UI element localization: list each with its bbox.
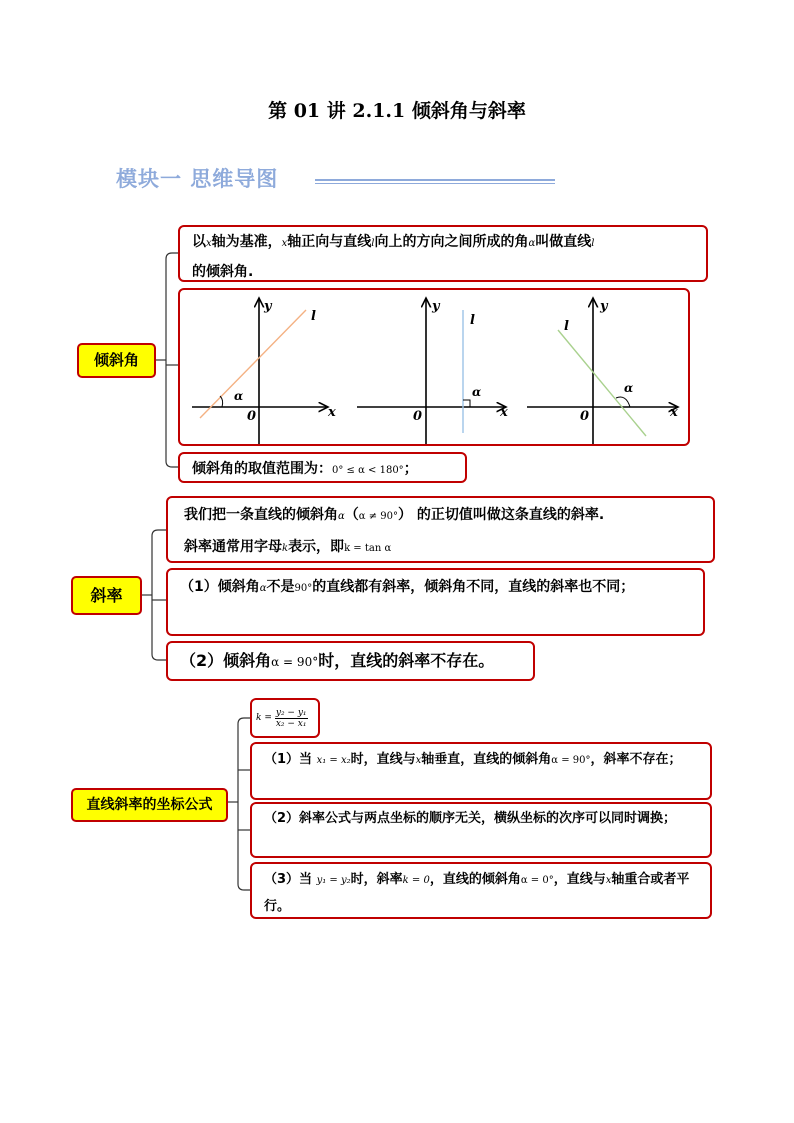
line-label: l — [564, 319, 569, 334]
module-heading: 模块一 思维导图 — [116, 167, 279, 191]
origin-label: 0 — [580, 409, 590, 424]
section-label-slope: 斜率 — [71, 576, 142, 615]
angle-label: α — [472, 385, 482, 399]
y-axis-label: y — [432, 299, 440, 314]
note-box-slope-1: （1）倾斜角α不是90°的直线都有斜率，倾斜角不同，直线的斜率也不同； — [166, 568, 705, 636]
graph-obtuse — [527, 298, 678, 444]
inclination-graphs — [180, 290, 688, 444]
section-label-coordinate-formula: 直线斜率的坐标公式 — [71, 788, 228, 822]
formula-box — [250, 698, 320, 738]
definition-box-slope: 我们把一条直线的倾斜角α（α ≠ 90°） 的正切值叫做这条直线的斜率. 斜率通常用字母k表示，即k = tan α — [166, 496, 715, 563]
formula-denominator: x₂ − x₁ — [275, 718, 307, 729]
section-label-inclination: 倾斜角 — [77, 343, 156, 378]
x-axis-label: x — [328, 405, 336, 420]
figure-box-inclination — [178, 288, 690, 446]
note-box-formula-1: （1）当 x₁ = x₂时，直线与x轴垂直，直线的倾斜角α = 90°，斜率不存在； — [250, 742, 712, 800]
x-axis-label: x — [670, 405, 678, 420]
formula-lhs: k = — [256, 713, 272, 723]
note-box-formula-2: （2）斜率公式与两点坐标的顺序无关，横纵坐标的次序可以同时调换； — [250, 802, 712, 858]
graph-right — [357, 298, 508, 444]
y-axis-label: y — [600, 299, 608, 314]
angle-label: α — [624, 381, 634, 395]
formula-numerator: y₂ − y₁ — [275, 707, 307, 718]
range-box-inclination: 倾斜角的取值范围为：0° ≤ α < 180°； — [178, 452, 467, 483]
line-label: l — [311, 309, 316, 324]
note-box-formula-3: （3）当 y₁ = y₂时，斜率k = 0，直线的倾斜角α = 0°，直线与x轴重合或者平行。 — [250, 862, 712, 919]
note-box-slope-2: （2）倾斜角α = 90°时，直线的斜率不存在。 — [166, 641, 535, 681]
line-label: l — [470, 313, 475, 328]
x-axis-label: x — [500, 405, 508, 420]
graph-acute — [192, 298, 336, 444]
y-axis-label: y — [264, 299, 272, 314]
angle-label: α — [234, 389, 244, 403]
origin-label: 0 — [247, 409, 257, 424]
definition-box-inclination: 以x轴为基准，x轴正向与直线l向上的方向之间所成的角α叫做直线l 的倾斜角. — [178, 225, 708, 282]
origin-label: 0 — [413, 409, 423, 424]
page-title: 第 01 讲 2.1.1 倾斜角与斜率 — [268, 100, 526, 122]
